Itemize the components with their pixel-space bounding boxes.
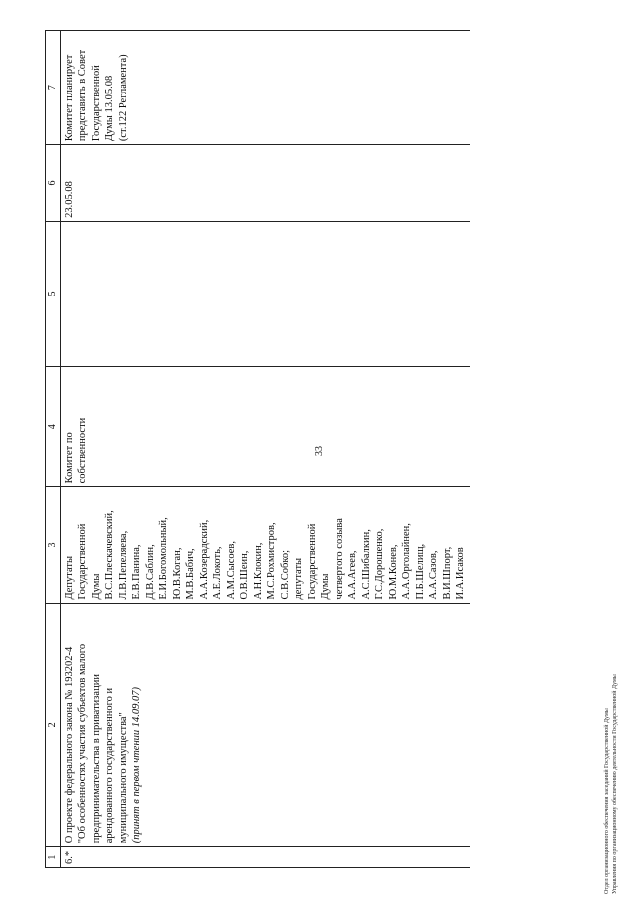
footer <box>603 674 619 894</box>
header-col-4: 4 <box>46 367 61 487</box>
author-line: Л.В.Пепеляева, <box>117 530 129 600</box>
footer-line: Отдел организационного обеспечения заседаний Государственной Думы <box>604 708 610 894</box>
header-col-2: 2 <box>46 603 61 847</box>
author-line: А.А.Козерадский, <box>198 519 210 600</box>
author-line: П.Б.Шелищ, <box>414 543 426 600</box>
bill-title-line: О проекте федерального закона № 193202-4 <box>63 646 75 844</box>
author-line: В.С.Плескачевский, <box>104 510 115 600</box>
date-cell: 23.05.08 <box>60 145 470 222</box>
table-row <box>60 31 470 868</box>
author-line: Д.В.Саблин, <box>144 544 156 600</box>
author-line: А.Е.Локоть, <box>212 546 223 600</box>
author-line: С.В.Собко; <box>279 549 291 600</box>
author-line: О.В.Шеин, <box>239 550 250 600</box>
committee-line: Комитет по <box>63 432 75 484</box>
bill-title-line: "Об особенностях участия субъектов малого <box>77 643 88 844</box>
note-line: Комитет планирует <box>63 54 75 142</box>
header-col-7: 7 <box>46 31 61 145</box>
page-number: 33 <box>314 446 325 456</box>
author-line: М.С.Рохмистров, <box>266 522 277 600</box>
legislation-table-container <box>45 30 585 868</box>
author-line: Е.В.Панина, <box>131 544 142 600</box>
author-line: четвертого созыва <box>333 518 345 600</box>
header-col-5: 5 <box>46 221 61 366</box>
note-line: Государственной <box>90 65 102 142</box>
authors-cell <box>60 487 470 603</box>
author-line: А.А.Орголайнен, <box>401 523 412 600</box>
author-line: М.В.Бабич, <box>185 548 196 600</box>
row-number: 6.* <box>60 847 470 868</box>
author-line: И.А.Исаков <box>455 547 466 600</box>
note-line: Думы 13.05.08 <box>104 75 115 142</box>
bill-title-line: предпринимательства в приватизации <box>90 674 102 844</box>
author-line: В.И.Шпорт, <box>441 546 453 600</box>
note-line: (ст.122 Регламента) <box>117 54 129 142</box>
author-line: А.А.Сазов, <box>428 550 439 600</box>
header-col-6: 6 <box>46 145 61 222</box>
legislation-table <box>45 30 470 868</box>
bill-title-line: муниципального имущества" <box>117 712 129 844</box>
author-line: Е.И.Богомольный, <box>158 517 169 600</box>
author-line: Думы <box>90 573 102 600</box>
note-line: представить в Совет <box>77 49 88 142</box>
author-line: Депутаты <box>63 555 75 600</box>
author-line: Ю.М.Конев, <box>387 544 399 600</box>
author-line: Государственной <box>306 523 318 600</box>
author-line: Думы <box>320 573 331 600</box>
author-line: А.М.Сысоев, <box>225 541 237 600</box>
bill-title-cell <box>60 603 470 847</box>
col5-cell <box>60 221 470 366</box>
bill-title-line: арендованного государственного и <box>104 687 115 844</box>
committee-cell <box>60 367 470 487</box>
author-line: А.Н.Клокин, <box>252 542 264 600</box>
author-line: депутаты <box>293 557 304 600</box>
author-line: Ю.В.Коган, <box>171 547 183 600</box>
author-line: А.А.Агеев, <box>347 550 358 600</box>
header-row <box>46 31 61 868</box>
bill-reading-note: (принят в первом чтении 14.09.07) <box>131 686 142 844</box>
footer-line: Управления по организационному обеспечению деятельности Государственной Думы <box>612 674 618 894</box>
header-col-3: 3 <box>46 487 61 603</box>
committee-line: собственности <box>77 417 88 484</box>
note-cell <box>60 31 470 145</box>
author-line: Г.С.Дорошенко, <box>374 528 385 600</box>
author-line: А.С.Шибалкин, <box>360 529 372 600</box>
author-line: Государственной <box>77 523 88 600</box>
header-col-1: 1 <box>46 847 61 868</box>
